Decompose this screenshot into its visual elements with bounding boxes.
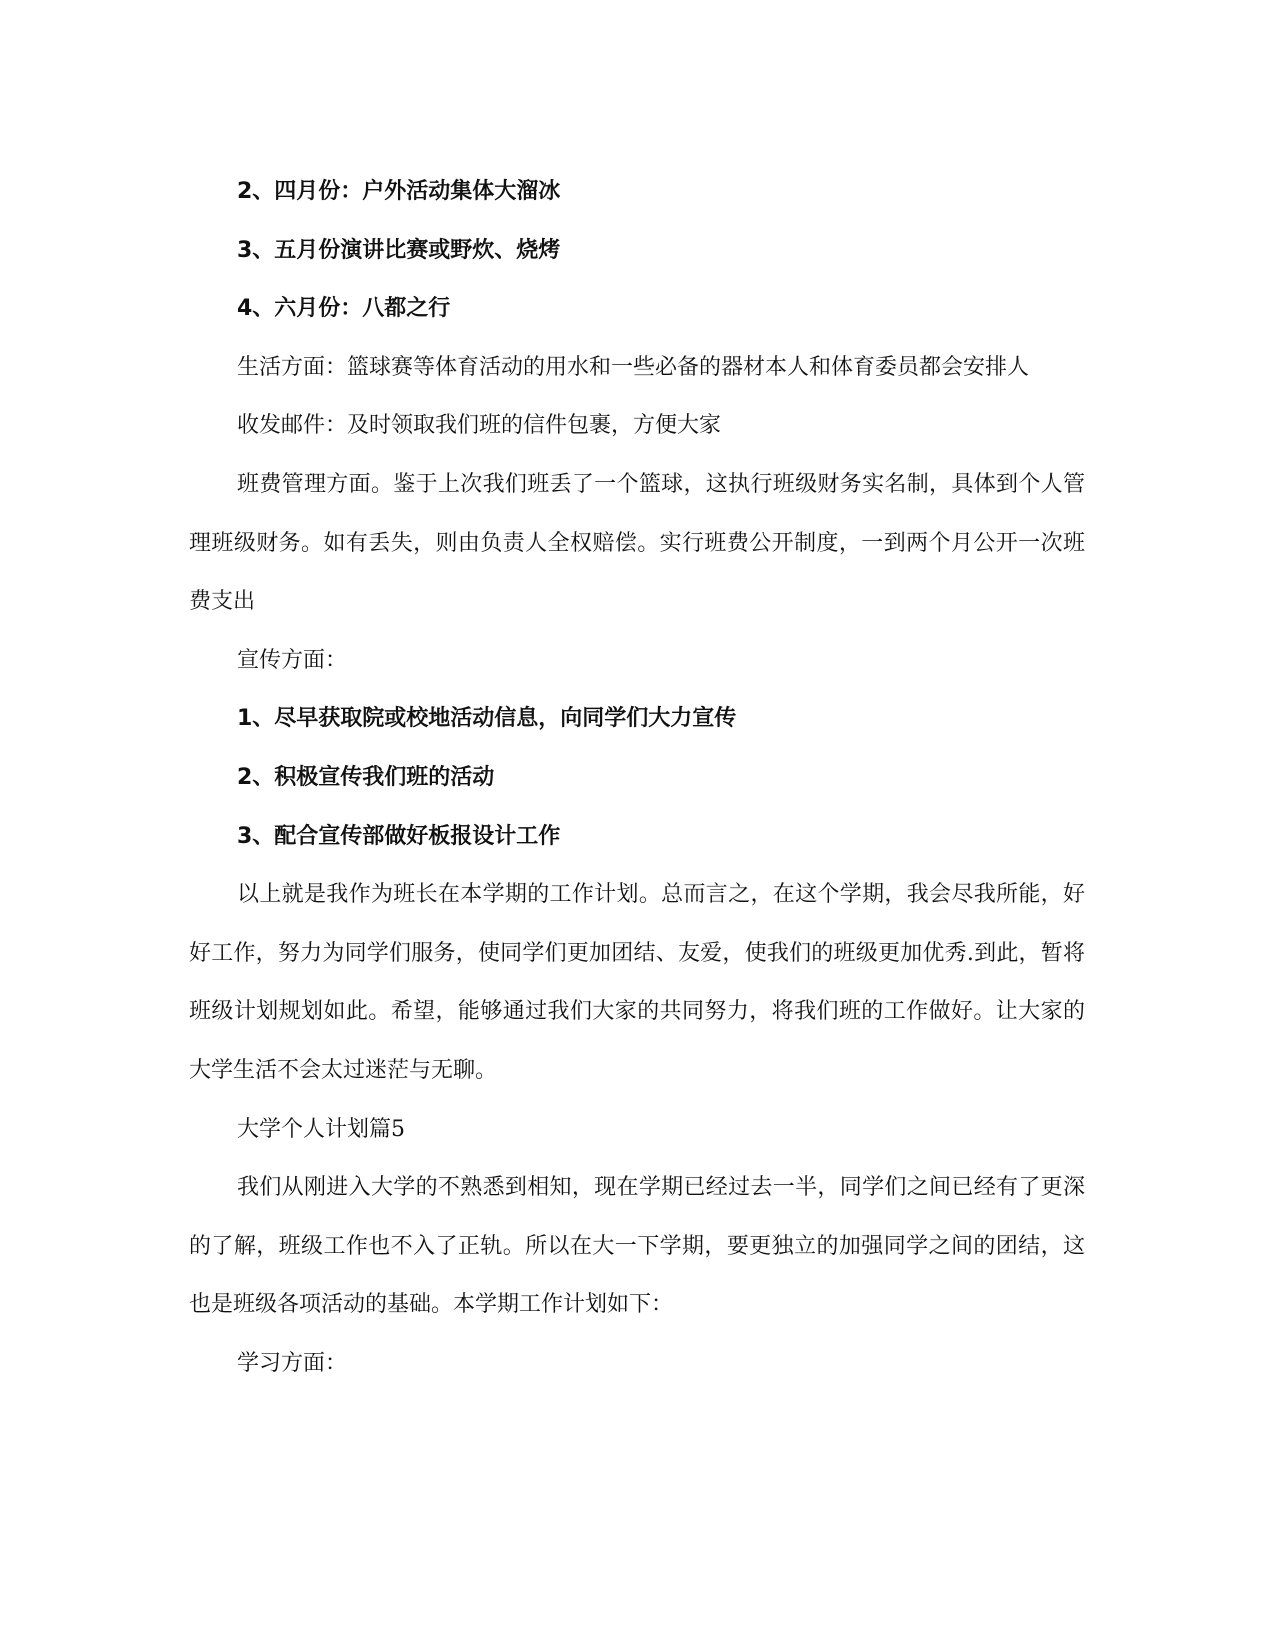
- paragraph-publicity-heading: 宣传方面：: [237, 647, 348, 673]
- list-item-publicity-3: 3、配合宣传部做好板报设计工作: [237, 823, 561, 849]
- paragraph-summary: 以上就是我作为班长在本学期的工作计划。总而言之，在这个学期，我会尽我所能，好好工作，努力为同学们服务，使同学们更加团结、友爱，使我们的班级更加优秀.到此，暂将班级计划规划如此。希望，能够通过我们大家的共同努力，将我们班的工作做好。让大家的大学生活不会太过迷茫与无聊。: [189, 882, 1085, 1083]
- section-heading-plan-5: 大学个人计划篇5: [237, 1116, 405, 1142]
- list-item-publicity-1: 1、尽早获取院或校地活动信息，向同学们大力宣传: [237, 706, 737, 732]
- paragraph-class-fee: 班费管理方面。鉴于上次我们班丢了一个篮球，这执行班级财务实名制，具体到个人管理班级财务。如有丢失，则由负责人全权赔偿。实行班费公开制度，一到两个月公开一次班费支出: [189, 471, 1085, 615]
- list-item-may: 3、五月份演讲比赛或野炊、烧烤: [237, 237, 561, 263]
- list-item-april: 2、四月份：户外活动集体大溜冰: [237, 179, 561, 204]
- document-body: [189, 163, 1085, 1393]
- paragraph-study-heading: 学习方面：: [237, 1350, 348, 1376]
- list-item-june: 4、六月份：八都之行: [237, 296, 451, 322]
- paragraph-intro-plan-5: 我们从刚进入大学的不熟悉到相知，现在学期已经过去一半，同学们之间已经有了更深的了解，班级工作也不入了正轨。所以在大一下学期，要更独立的加强同学之间的团结，这也是班级各项活动的基础。本学期工作计划如下：: [189, 1175, 1085, 1318]
- paragraph-mail: 收发邮件：及时领取我们班的信件包裹，方便大家: [237, 413, 722, 439]
- list-item-publicity-2: 2、积极宣传我们班的活动: [237, 764, 495, 790]
- paragraph-life: 生活方面：篮球赛等体育活动的用水和一些必备的器材本人和体育委员都会安排人: [237, 354, 1030, 380]
